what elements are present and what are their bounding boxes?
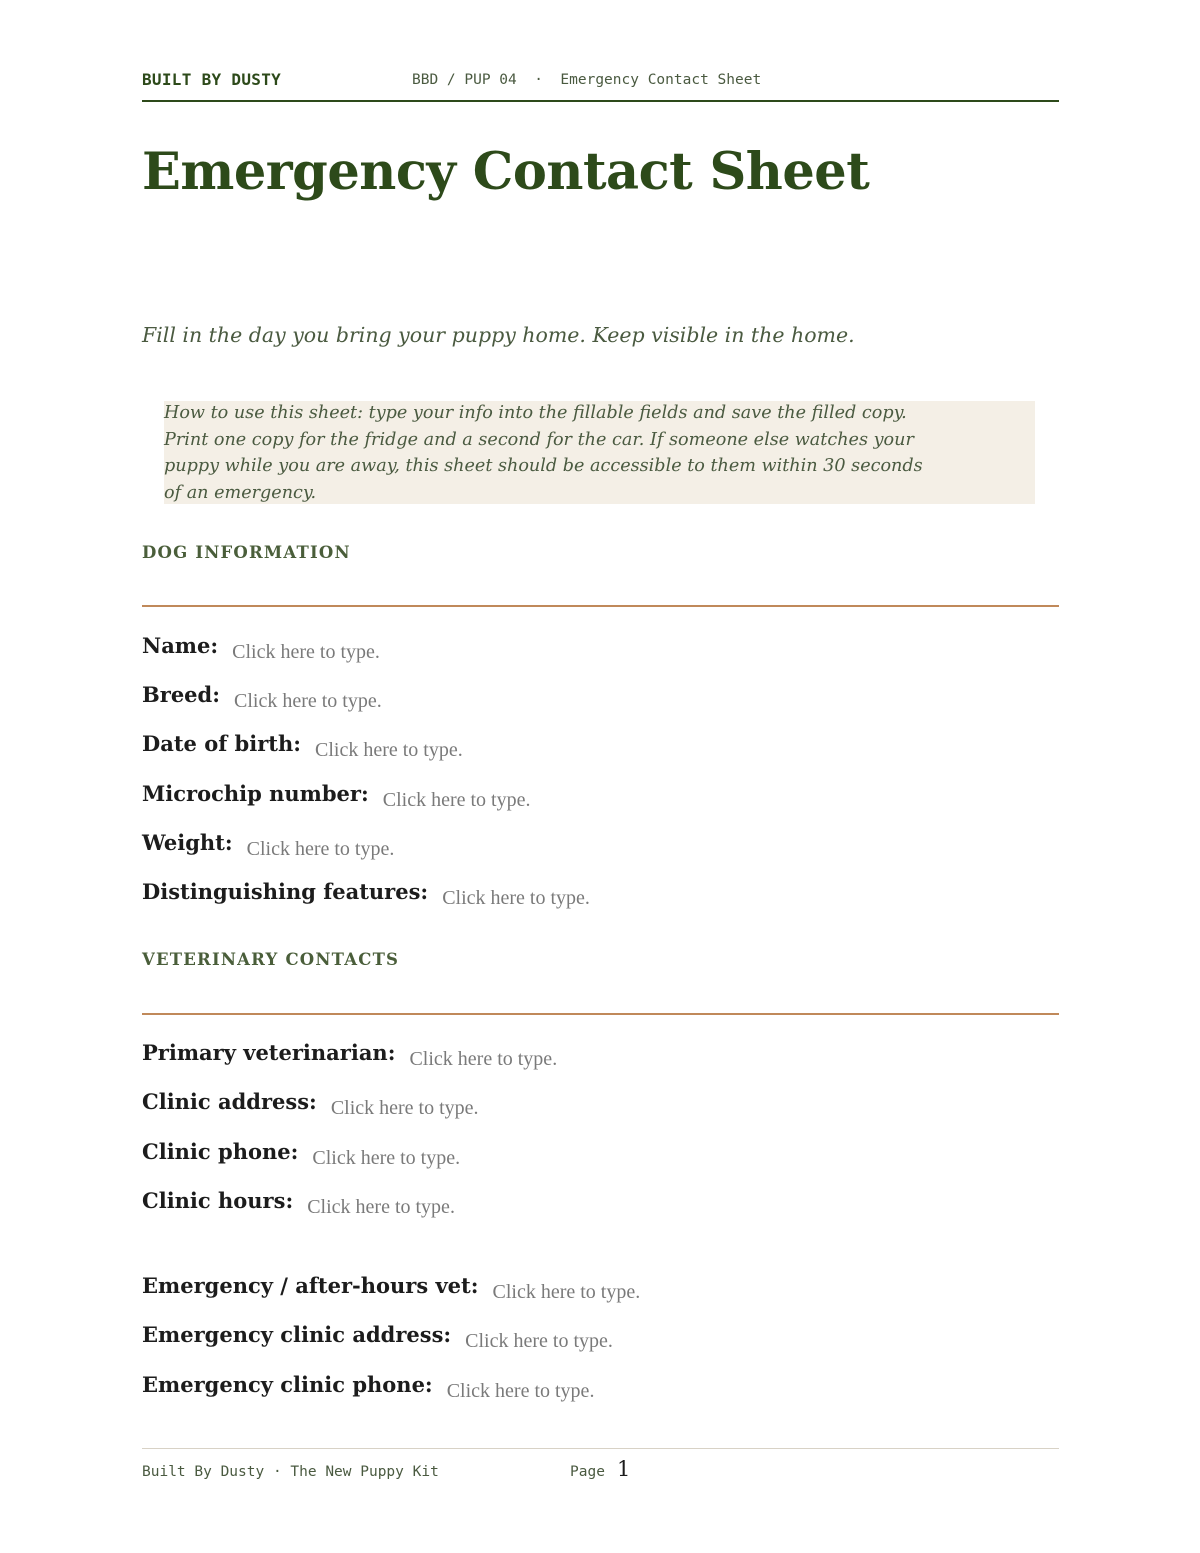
field-emergency-clinic-address bbox=[142, 1322, 613, 1352]
field-label: Distinguishing features: bbox=[142, 879, 429, 904]
section-divider bbox=[142, 1013, 1059, 1015]
field-date-of-birth bbox=[142, 731, 463, 761]
field-label: Microchip number: bbox=[142, 781, 369, 806]
footer-page-label: Page bbox=[570, 1464, 605, 1480]
field-clinic-phone bbox=[142, 1139, 461, 1169]
footer-brand: Built By Dusty · The New Puppy Kit bbox=[142, 1464, 439, 1480]
field-weight bbox=[142, 830, 395, 860]
emergency-clinic-phone-input[interactable]: Click here to type. bbox=[446, 1380, 595, 1402]
section-divider bbox=[142, 605, 1059, 607]
field-label: Date of birth: bbox=[142, 731, 301, 756]
primary-veterinarian-input[interactable]: Click here to type. bbox=[409, 1048, 558, 1070]
field-primary-veterinarian bbox=[142, 1040, 558, 1070]
brand-name: BUILT BY DUSTY bbox=[142, 70, 282, 89]
weight-input[interactable]: Click here to type. bbox=[246, 838, 395, 860]
field-emergency-vet bbox=[142, 1273, 641, 1303]
field-label: Clinic address: bbox=[142, 1089, 317, 1114]
date-of-birth-input[interactable]: Click here to type. bbox=[315, 739, 463, 761]
emergency-vet-input[interactable]: Click here to type. bbox=[492, 1281, 641, 1303]
field-label: Emergency clinic address: bbox=[142, 1322, 452, 1347]
document-id: BBD / PUP 04 · Emergency Contact Sheet bbox=[412, 72, 762, 88]
section-heading-veterinary-contacts: VETERINARY CONTACTS bbox=[142, 950, 400, 969]
field-clinic-address bbox=[142, 1089, 479, 1119]
field-emergency-clinic-phone bbox=[142, 1372, 595, 1402]
field-label: Primary veterinarian: bbox=[142, 1040, 396, 1065]
clinic-hours-input[interactable]: Click here to type. bbox=[307, 1196, 455, 1218]
field-distinguishing-features bbox=[142, 879, 590, 909]
field-label: Emergency clinic phone: bbox=[142, 1372, 433, 1397]
note-line: puppy while you are away, this sheet should be accessible to them within 30 seconds bbox=[164, 456, 923, 477]
microchip-number-input[interactable]: Click here to type. bbox=[382, 789, 531, 811]
field-label: Clinic hours: bbox=[142, 1188, 294, 1213]
clinic-address-input[interactable]: Click here to type. bbox=[330, 1097, 479, 1119]
field-label: Emergency / after-hours vet: bbox=[142, 1273, 479, 1298]
section-heading-dog-information: DOG INFORMATION bbox=[142, 543, 351, 562]
distinguishing-features-input[interactable]: Click here to type. bbox=[442, 887, 590, 909]
field-name bbox=[142, 633, 380, 663]
note-line: Print one copy for the fridge and a second for the car. If someone else watches your bbox=[164, 429, 914, 450]
field-label: Breed: bbox=[142, 682, 220, 707]
field-microchip-number bbox=[142, 781, 531, 811]
footer-divider bbox=[142, 1448, 1059, 1449]
field-breed bbox=[142, 682, 382, 712]
document-page bbox=[142, 0, 1059, 1553]
page-subtitle: Fill in the day you bring your puppy home. Keep visible in the home. bbox=[142, 323, 855, 347]
field-label: Name: bbox=[142, 633, 219, 658]
footer-page-number: 1 bbox=[617, 1457, 631, 1481]
field-label: Clinic phone: bbox=[142, 1139, 299, 1164]
note-line: How to use this sheet: type your info into the fillable fields and save the filled copy. bbox=[164, 403, 907, 423]
field-clinic-hours bbox=[142, 1188, 455, 1218]
breed-input[interactable]: Click here to type. bbox=[233, 690, 382, 712]
clinic-phone-input[interactable]: Click here to type. bbox=[312, 1147, 461, 1169]
running-header bbox=[142, 68, 1059, 102]
note-line: of an emergency. bbox=[164, 483, 317, 504]
page-title: Emergency Contact Sheet bbox=[142, 142, 870, 202]
emergency-clinic-address-input[interactable]: Click here to type. bbox=[465, 1330, 613, 1352]
instructions-note bbox=[164, 401, 1035, 504]
field-label: Weight: bbox=[142, 830, 233, 855]
name-input[interactable]: Click here to type. bbox=[232, 641, 380, 663]
